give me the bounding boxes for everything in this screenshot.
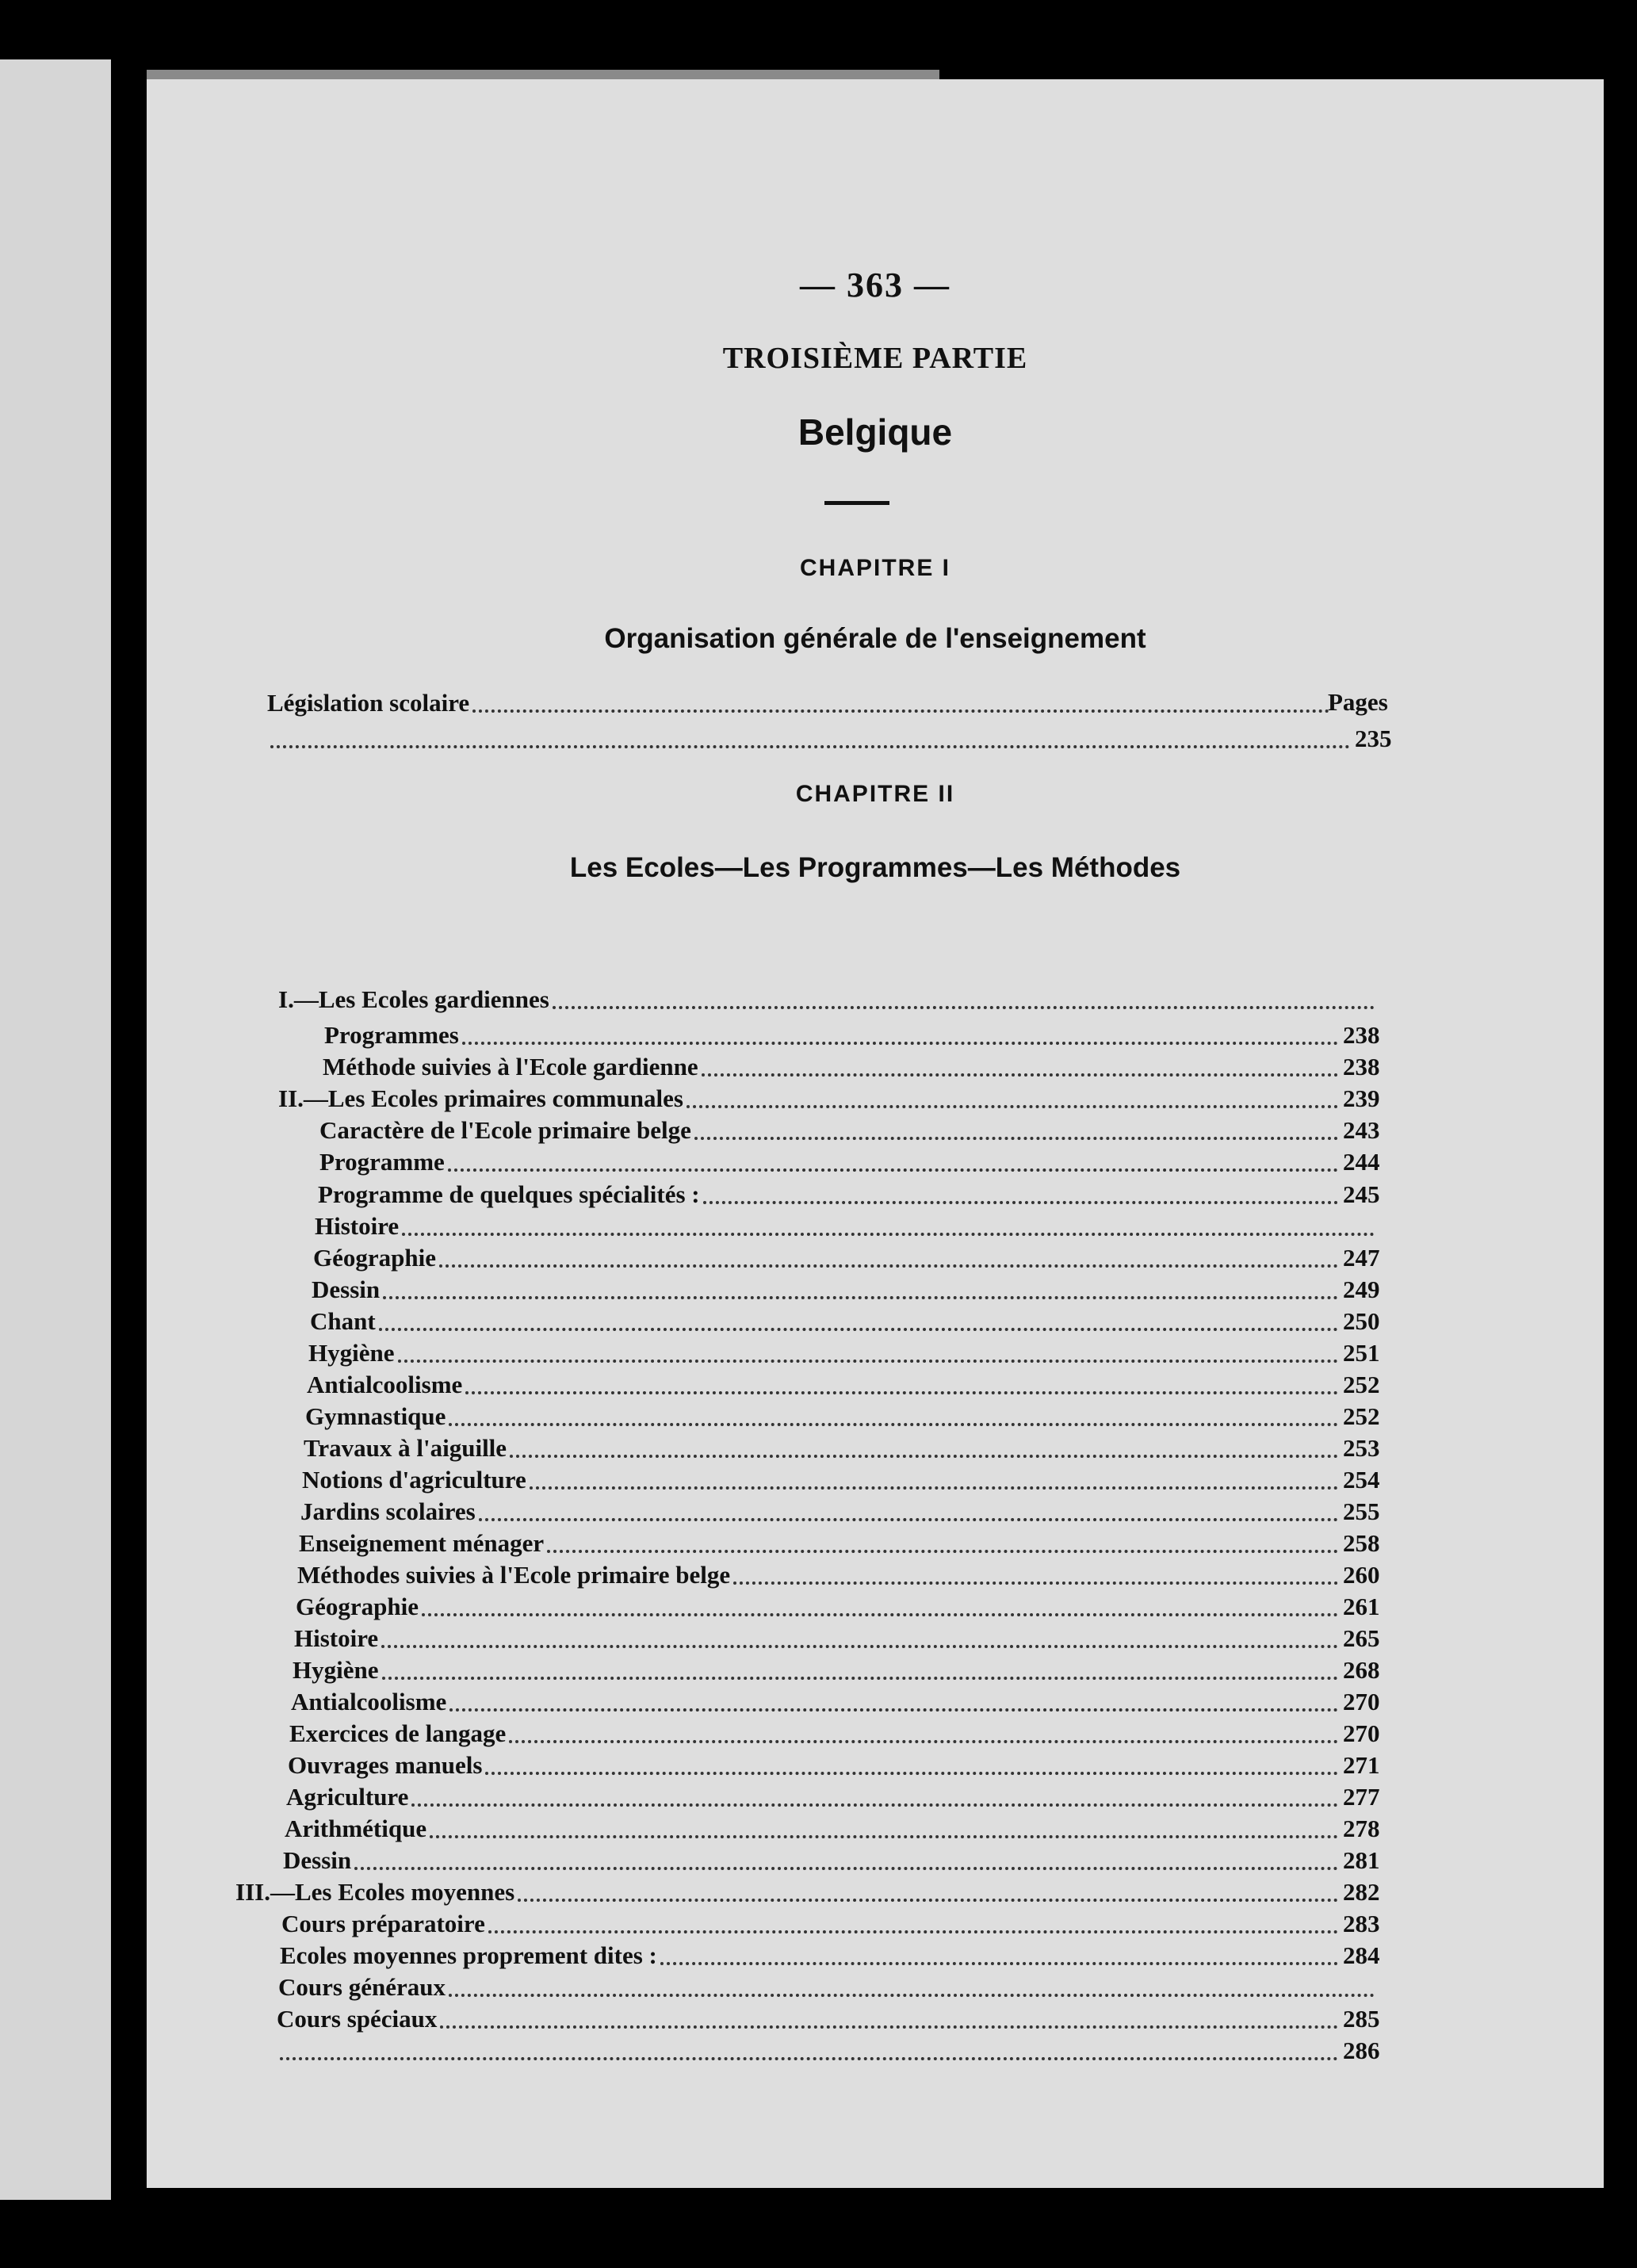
toc-entry [278,1968,1379,2002]
dot-leader [702,1073,1338,1077]
toc-entry-page: 239 [1343,1084,1380,1112]
dot-leader [518,1898,1338,1902]
toc-entry [304,1429,1379,1463]
toc-entry-label: Gymnastique [305,1402,446,1430]
adjacent-page-edge [0,59,111,2200]
dot-leader [703,1200,1338,1204]
dot-leader [411,1803,1338,1807]
chapter-2-title: Les Ecoles—Les Programmes—Les Méthodes [569,852,1181,883]
dot-leader [488,1930,1338,1933]
dot-leader [530,1486,1338,1490]
toc-entry [318,1176,1379,1209]
dot-leader [439,1264,1338,1268]
dot-leader [660,1961,1338,1965]
toc-entry [297,1556,1379,1589]
toc-entry [281,1905,1379,1938]
toc-entry-page: 253 [1343,1434,1380,1462]
toc-entry-label: Chant [310,1307,376,1335]
part-title: TROISIÈME PARTIE [722,342,1028,375]
toc-entry [277,2000,1379,2033]
toc-entry-label: Cours spéciaux [277,2005,438,2033]
toc-entry-label: Hygiène [293,1656,379,1684]
toc-entry-page: 255 [1343,1497,1380,1525]
toc-entry [280,1937,1379,1970]
dot-leader [510,1454,1338,1458]
toc-entry [308,1334,1379,1367]
pages-column-label: Pages [1328,688,1388,716]
toc-entry-label: Dessin [312,1276,381,1303]
toc-entry-page: 250 [1343,1307,1380,1335]
toc-entry-page: 235 [1355,725,1392,752]
toc-entry-page: 244 [1343,1148,1380,1176]
dot-leader [354,1866,1338,1870]
dot-leader [449,1422,1338,1426]
toc-entry-page: 245 [1343,1180,1380,1208]
dot-leader [687,1104,1338,1108]
dot-leader [449,1708,1338,1712]
toc-entry-label: Cours généraux [278,1973,446,2001]
chapter-1-label: CHAPITRE I [799,555,950,581]
toc-entry [291,1683,1379,1716]
toc-entry-page: 283 [1343,1910,1380,1937]
toc-entry-page: 252 [1343,1371,1380,1398]
toc-entry-page: 252 [1343,1402,1380,1430]
dot-leader [448,1168,1338,1172]
toc-entry [296,1588,1379,1621]
dot-leader [472,709,1329,713]
toc-entry [313,1239,1379,1272]
toc-entry [305,1398,1379,1431]
toc-entry-page: 268 [1343,1656,1380,1684]
toc-entry-page: 243 [1343,1116,1380,1144]
toc-entry-page: 277 [1343,1783,1380,1811]
toc-entry-page: 271 [1343,1751,1380,1779]
toc-entry-label: Dessin [283,1846,352,1874]
toc-entry-page: 270 [1343,1719,1380,1747]
toc-entry [267,684,1334,717]
dot-leader [449,1993,1375,1997]
toc-entry [286,1778,1379,1811]
dot-leader [485,1771,1338,1775]
dot-leader [440,2025,1338,2029]
toc-entry-page: 285 [1343,2005,1380,2033]
toc-entry-label: Législation scolaire [267,689,470,717]
toc-entry-label: Histoire [294,1624,379,1652]
toc-entry-label: III.—Les Ecoles moyennes [235,1878,515,1906]
toc-entry-label: Méthodes suivies à l'Ecole primaire belge [297,1561,731,1589]
toc-entry-label: Cours préparatoire [281,1910,485,1937]
toc-entry [289,1715,1379,1748]
toc-entry [307,1366,1379,1399]
dot-leader [381,1644,1338,1648]
page-number: — 363 — [800,266,950,304]
toc-entry [299,1524,1379,1558]
toc-entry [324,1016,1379,1050]
dot-leader [553,1005,1375,1009]
toc-entry-label: Arithmétique [285,1815,427,1842]
dot-leader [465,1390,1338,1394]
dot-leader [462,1041,1338,1045]
toc-entry [278,981,1379,1014]
toc-entry [288,1746,1379,1780]
toc-entry [283,1842,1379,1875]
dot-leader [509,1739,1338,1743]
toc-entry-page: 254 [1343,1466,1380,1494]
toc-entry-page: 265 [1343,1624,1380,1652]
toc-entry-label: Caractère de l'Ecole primaire belge [319,1116,691,1144]
toc-entry [310,1302,1379,1336]
toc-entry-label: Notions d'agriculture [302,1466,526,1494]
dot-leader [382,1676,1339,1680]
toc-entry-page: 281 [1343,1846,1380,1874]
toc-entry [312,1271,1379,1304]
toc-entry [319,1111,1379,1145]
toc-entry-label: I.—Les Ecoles gardiennes [278,985,549,1013]
toc-entry-page: 238 [1343,1021,1380,1049]
dot-leader [383,1295,1338,1299]
toc-entry [235,1873,1379,1907]
toc-entry-label: Agriculture [286,1783,409,1811]
dot-leader [694,1136,1338,1140]
toc-entry [278,1080,1379,1113]
toc-entry-label: II.—Les Ecoles primaires communales [278,1084,683,1112]
dot-leader [270,744,1350,748]
toc-entry [319,1143,1379,1176]
toc-entry-label: Programme [319,1148,445,1176]
chapter-2-label: CHAPITRE II [795,781,955,807]
toc-entry-label: Histoire [315,1212,400,1240]
toc-entry-label: Jardins scolaires [300,1497,476,1525]
toc-entry [323,1048,1379,1081]
toc-entry-page: 260 [1343,1561,1380,1589]
toc-entry-page: 282 [1343,1878,1380,1906]
toc-entry-page: 284 [1343,1941,1380,1969]
toc-entry [315,1207,1379,1241]
dot-leader [422,1612,1338,1616]
toc-entry [277,2032,1379,2065]
dot-leader [280,2056,1338,2060]
toc-entry-label: Hygiène [308,1339,395,1367]
toc-entry-label: Programme de quelques spécialités : [318,1180,700,1208]
toc-entry [294,1620,1379,1653]
toc-entry-page: 278 [1343,1815,1380,1842]
toc-entry-page: 249 [1343,1276,1380,1303]
dot-leader [479,1517,1338,1521]
toc-entry-page: 261 [1343,1593,1380,1620]
toc-entry-label: Programmes [324,1021,459,1049]
dot-leader [379,1327,1338,1331]
toc-entry [302,1461,1379,1494]
toc-entry-page: 251 [1343,1339,1380,1367]
title-rule [824,501,889,505]
toc-entry [285,1810,1379,1843]
dot-leader [733,1581,1338,1585]
book-page [147,79,1604,2188]
toc-entry-page: 270 [1343,1688,1380,1715]
toc-entry-label: Géographie [296,1593,419,1620]
toc-entry-label: Antialcoolisme [307,1371,463,1398]
toc-entry-page: 286 [1343,2037,1380,2064]
toc-entry-page: 258 [1343,1529,1380,1557]
dot-leader [398,1359,1339,1363]
toc-entry-label: Enseignement ménager [299,1529,545,1557]
toc-entry-label: Antialcoolisme [291,1688,447,1715]
chapter-1-title: Organisation générale de l'enseignement [604,623,1146,654]
toc-entry-label: Ouvrages manuels [288,1751,483,1779]
country-title: Belgique [797,411,953,453]
dot-leader [430,1834,1338,1838]
toc-entry-page: 238 [1343,1053,1380,1080]
toc-entry [300,1493,1379,1526]
toc-entry [267,720,1391,753]
toc-entry-label: Exercices de langage [289,1719,507,1747]
toc-entry-label: Ecoles moyennes proprement dites : [280,1941,657,1969]
dot-leader [547,1549,1338,1553]
toc-entry-label: Géographie [313,1244,436,1272]
toc-entry-label: Méthode suivies à l'Ecole gardienne [323,1053,698,1080]
toc-entry-page: 247 [1343,1244,1380,1272]
toc-entry [293,1651,1379,1685]
toc-entry-label: Travaux à l'aiguille [304,1434,507,1462]
dot-leader [402,1232,1375,1236]
